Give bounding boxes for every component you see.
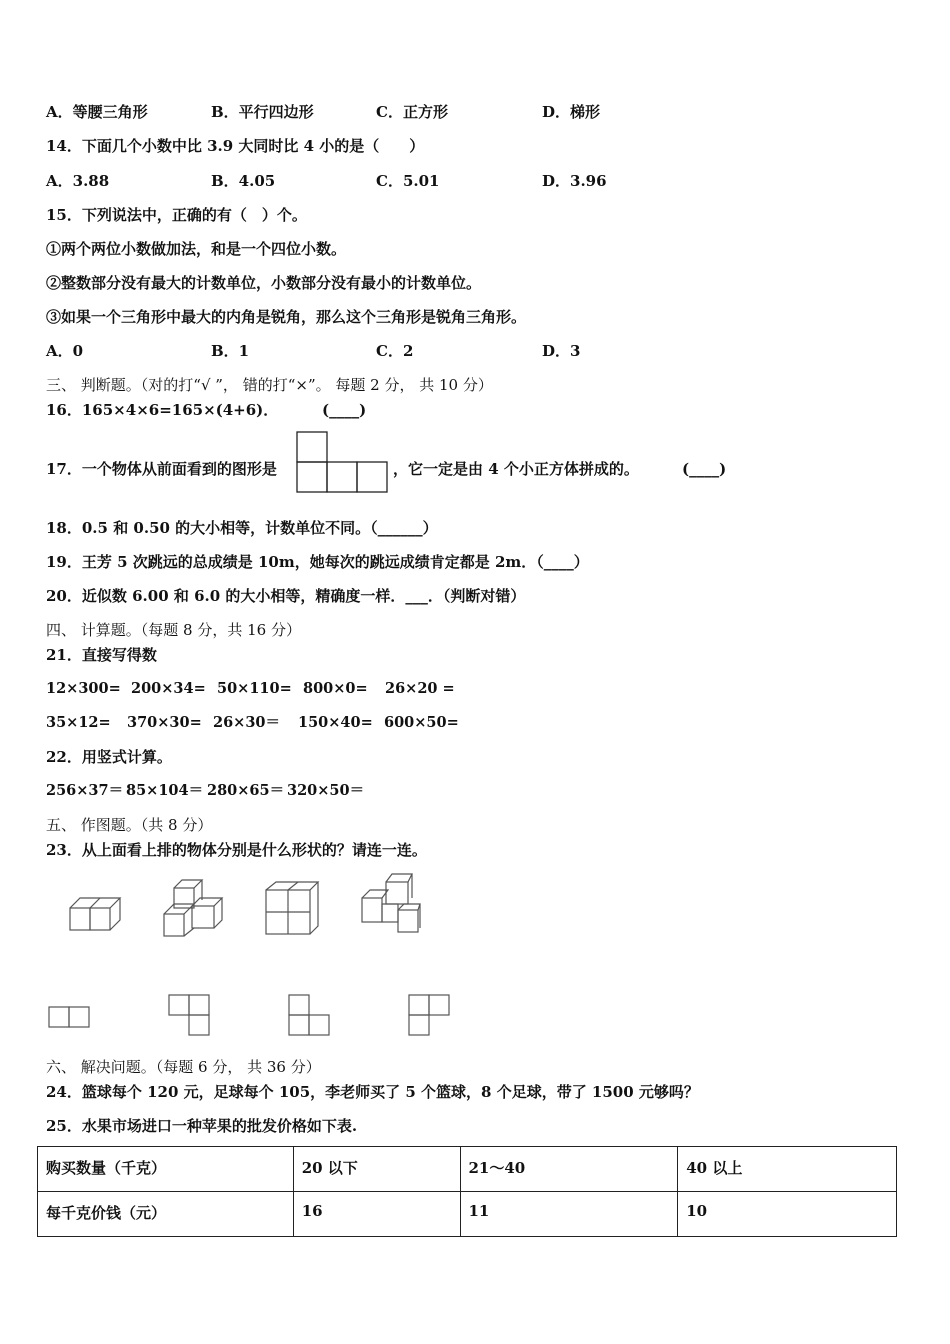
q22-item: 85×104＝ <box>126 782 204 799</box>
q22-item: 256×37＝ <box>46 782 124 799</box>
table-cell: 40 以上 <box>678 1147 897 1192</box>
q13-option-d[interactable]: D．梯形 <box>542 103 601 121</box>
q23-view-a-shape <box>48 1006 92 1030</box>
section-6-heading: 六、 解决问题。（每题 6 分， 共 36 分） <box>46 1058 321 1076</box>
table-cell: 购买数量（千克） <box>38 1147 294 1192</box>
q23-object-1-cube-figure <box>68 890 124 934</box>
q23-object-2-cube-figure <box>162 876 228 938</box>
q24-text: 24．篮球每个 120 元，足球每个 105，李老师买了 5 个篮球，8 个足球，带了 1500 元够吗？ <box>46 1083 699 1101</box>
q20-text: 20．近似数 6.00 和 6.0 的大小相等，精确度一样．___．（判断对错） <box>46 587 526 605</box>
q21-item: 200×34= <box>131 680 206 697</box>
q23-stem: 23．从上面看上排的物体分别是什么形状的？请连一连。 <box>46 841 427 859</box>
q22-item: 320×50＝ <box>287 782 365 799</box>
q17-front-view-figure <box>297 432 391 494</box>
table-cell: 16 <box>293 1192 460 1237</box>
q22-item: 280×65＝ <box>207 782 285 799</box>
table-row <box>38 1147 897 1192</box>
q15-statement-2: ②整数部分没有最大的计数单位，小数部分没有最小的计数单位。 <box>46 274 482 292</box>
q14-option-c[interactable]: C．5.01 <box>376 172 440 190</box>
q14-stem: 14．下面几个小数中比 3.9 大同时比 4 小的是（ ） <box>46 137 425 155</box>
q23-view-b-shape <box>168 994 212 1036</box>
q16-text: 16．165×4×6=165×(4+6)． <box>46 401 279 419</box>
q23-object-3-cube-figure <box>264 880 322 936</box>
q25-text: 25．水果市场进口一种苹果的批发价格如下表. <box>46 1117 358 1135</box>
q15-stem: 15．下列说法中，正确的有（ ）个。 <box>46 206 307 224</box>
table-row <box>38 1192 897 1237</box>
q13-option-b[interactable]: B．平行四边形 <box>211 103 314 121</box>
q23-view-c-shape <box>288 994 332 1036</box>
q21-item: 26×30＝ <box>213 714 281 731</box>
q17-text-after: ，它一定是由 4 个小正方体拼成的。 <box>393 460 639 478</box>
q15-statement-1: ①两个两位小数做加法，和是一个四位小数。 <box>46 240 347 258</box>
q17-text-before: 17．一个物体从前面看到的图形是 <box>46 460 277 478</box>
q16-answer-blank[interactable]: (____) <box>322 401 367 419</box>
table-cell: 11 <box>460 1192 678 1237</box>
table-cell: 21～40 <box>460 1147 678 1192</box>
q18-text: 18．0.5 和 0.50 的大小相等，计数单位不同。（______） <box>46 519 438 537</box>
q13-option-a[interactable]: A．等腰三角形 <box>46 103 148 121</box>
q19-text: 19．王芳 5 次跳远的总成绩是 10m，她每次的跳远成绩肯定都是 2m．（____） <box>46 553 589 571</box>
q14-option-b[interactable]: B．4.05 <box>211 172 276 190</box>
table-cell: 20 以下 <box>293 1147 460 1192</box>
section-4-heading: 四、 计算题。（每题 8 分，共 16 分） <box>46 621 301 639</box>
q14-option-a[interactable]: A．3.88 <box>46 172 110 190</box>
price-table <box>37 1146 897 1237</box>
q23-object-4-cube-figure <box>358 870 424 936</box>
q15-option-a[interactable]: A．0 <box>46 342 84 360</box>
q15-option-b[interactable]: B．1 <box>211 342 250 360</box>
section-5-heading: 五、 作图题。（共 8 分） <box>46 816 213 834</box>
q15-statement-3: ③如果一个三角形中最大的内角是锐角，那么这个三角形是锐角三角形。 <box>46 308 527 326</box>
q21-item: 12×300= <box>46 680 121 697</box>
table-cell: 每千克价钱（元） <box>38 1192 294 1237</box>
q14-option-d[interactable]: D．3.96 <box>542 172 607 190</box>
q23-view-d-shape <box>408 994 452 1036</box>
q13-option-c[interactable]: C．正方形 <box>376 103 448 121</box>
q21-item: 26×20 = <box>385 680 455 697</box>
q15-option-d[interactable]: D．3 <box>542 342 581 360</box>
q21-stem: 21．直接写得数 <box>46 646 157 664</box>
section-3-heading: 三、 判断题。（对的打“√ ”， 错的打“×”。 每题 2 分， 共 10 分） <box>46 376 493 394</box>
q15-option-c[interactable]: C．2 <box>376 342 414 360</box>
q21-item: 800×0= <box>303 680 368 697</box>
q21-item: 35×12= <box>46 714 111 731</box>
q22-stem: 22．用竖式计算。 <box>46 748 172 766</box>
q21-item: 150×40= <box>298 714 373 731</box>
q21-item: 50×110= <box>217 680 292 697</box>
q21-item: 600×50= <box>384 714 459 731</box>
q21-item: 370×30= <box>127 714 202 731</box>
table-cell: 10 <box>678 1192 897 1237</box>
q17-answer-blank[interactable]: (____) <box>682 460 727 478</box>
